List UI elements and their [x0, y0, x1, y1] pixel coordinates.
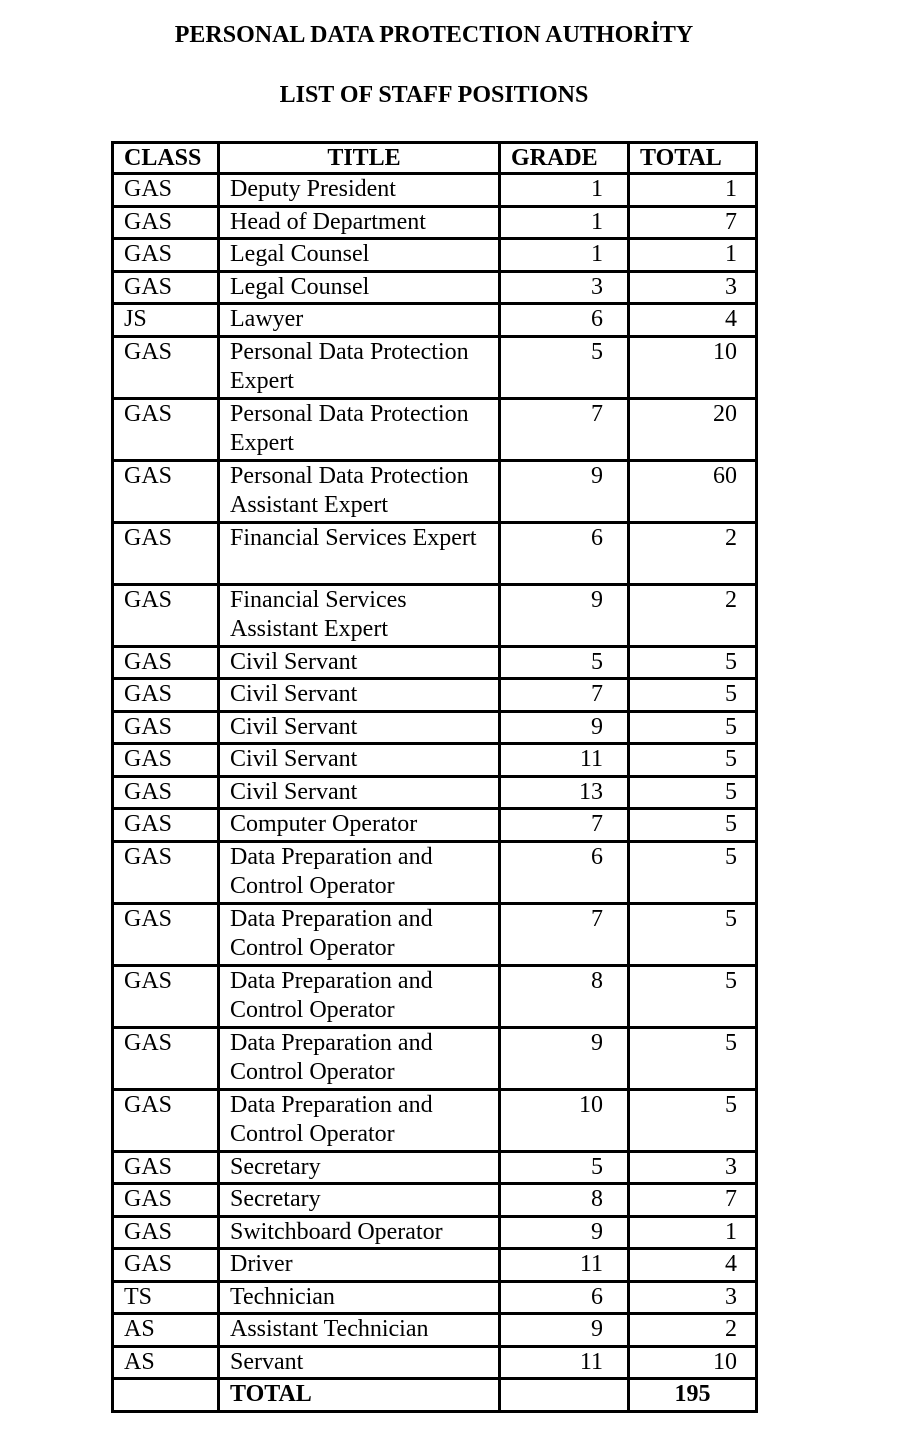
document-title: PERSONAL DATA PROTECTION AUTHORİTY — [174, 22, 694, 48]
title-cell: Driver — [219, 1249, 500, 1282]
table-row — [113, 679, 757, 712]
title-cell: Civil Servant — [219, 679, 500, 712]
total-cell: 5 — [629, 744, 757, 777]
grade-cell: 1 — [500, 239, 629, 272]
title-cell: Civil Servant — [219, 776, 500, 809]
class-cell: GAS — [113, 965, 219, 1027]
total-cell: 5 — [629, 1027, 757, 1089]
class-cell: GAS — [113, 1249, 219, 1282]
title-cell: Data Preparation and Control Operator — [219, 903, 500, 965]
title-cell: Data Preparation and Control Operator — [219, 1027, 500, 1089]
class-cell: GAS — [113, 1089, 219, 1151]
total-cell: 20 — [629, 398, 757, 460]
header-grade: GRADE — [500, 143, 629, 174]
title-cell: Lawyer — [219, 304, 500, 337]
header-title: TITLE — [219, 143, 500, 174]
class-cell: GAS — [113, 1216, 219, 1249]
class-cell: TS — [113, 1281, 219, 1314]
total-cell: 7 — [629, 1184, 757, 1217]
class-cell: GAS — [113, 1027, 219, 1089]
grade-cell: 1 — [500, 174, 629, 207]
title-cell: Civil Servant — [219, 711, 500, 744]
document-subtitle: LIST OF STAFF POSITIONS — [279, 82, 589, 108]
title-cell: Legal Counsel — [219, 271, 500, 304]
class-cell: GAS — [113, 206, 219, 239]
total-cell: 10 — [629, 1346, 757, 1379]
title-cell: Personal Data Protection Expert — [219, 336, 500, 398]
total-cell: 60 — [629, 460, 757, 522]
total-cell: 5 — [629, 903, 757, 965]
title-cell: Data Preparation and Control Operator — [219, 965, 500, 1027]
class-cell: GAS — [113, 1184, 219, 1217]
total-cell: 4 — [629, 1249, 757, 1282]
header-class: CLASS — [113, 143, 219, 174]
table-row — [113, 1346, 757, 1379]
total-cell: 10 — [629, 336, 757, 398]
table-row — [113, 174, 757, 207]
table-row — [113, 965, 757, 1027]
title-cell: Switchboard Operator — [219, 1216, 500, 1249]
table-row — [113, 711, 757, 744]
grade-cell: 6 — [500, 841, 629, 903]
table-row — [113, 304, 757, 337]
table-row — [113, 1216, 757, 1249]
grade-cell: 6 — [500, 304, 629, 337]
class-cell: GAS — [113, 809, 219, 842]
grade-cell: 5 — [500, 646, 629, 679]
grade-cell: 6 — [500, 1281, 629, 1314]
grade-cell: 7 — [500, 809, 629, 842]
grade-cell: 9 — [500, 1314, 629, 1347]
total-cell: 7 — [629, 206, 757, 239]
class-cell: GAS — [113, 398, 219, 460]
class-cell: GAS — [113, 1151, 219, 1184]
table-row — [113, 1314, 757, 1347]
total-cell: 5 — [629, 646, 757, 679]
table-row — [113, 744, 757, 777]
title-cell: Legal Counsel — [219, 239, 500, 272]
class-cell: GAS — [113, 271, 219, 304]
table-total-row — [113, 1379, 757, 1412]
table-row — [113, 584, 757, 646]
title-cell: Secretary — [219, 1151, 500, 1184]
total-label: TOTAL — [219, 1379, 500, 1412]
total-cell: 5 — [629, 841, 757, 903]
grade-cell: 10 — [500, 1089, 629, 1151]
grade-cell: 1 — [500, 206, 629, 239]
table-row — [113, 1281, 757, 1314]
grade-cell: 11 — [500, 1249, 629, 1282]
total-cell: 5 — [629, 679, 757, 712]
total-cell: 1 — [629, 239, 757, 272]
total-cell: 1 — [629, 174, 757, 207]
table-row — [113, 271, 757, 304]
grade-cell: 7 — [500, 679, 629, 712]
title-cell: Civil Servant — [219, 744, 500, 777]
title-cell: Deputy President — [219, 174, 500, 207]
grade-cell: 9 — [500, 711, 629, 744]
table-row — [113, 460, 757, 522]
grade-cell: 7 — [500, 903, 629, 965]
grade-cell: 9 — [500, 460, 629, 522]
total-cell: 3 — [629, 1281, 757, 1314]
total-cell: 2 — [629, 584, 757, 646]
title-cell: Servant — [219, 1346, 500, 1379]
grade-cell: 9 — [500, 1216, 629, 1249]
table-row — [113, 239, 757, 272]
grade-cell: 8 — [500, 1184, 629, 1217]
grand-total-value: 195 — [629, 1379, 757, 1412]
total-cell: 5 — [629, 809, 757, 842]
grade-cell: 8 — [500, 965, 629, 1027]
class-cell: GAS — [113, 336, 219, 398]
class-cell: GAS — [113, 584, 219, 646]
total-cell: 1 — [629, 1216, 757, 1249]
grade-cell: 9 — [500, 584, 629, 646]
total-class-cell — [113, 1379, 219, 1412]
total-cell: 5 — [629, 711, 757, 744]
grade-cell: 5 — [500, 336, 629, 398]
class-cell: GAS — [113, 679, 219, 712]
class-cell: GAS — [113, 903, 219, 965]
table-row — [113, 1151, 757, 1184]
grade-cell: 6 — [500, 522, 629, 584]
table-row — [113, 1089, 757, 1151]
class-cell: GAS — [113, 460, 219, 522]
class-cell: GAS — [113, 841, 219, 903]
table-row — [113, 809, 757, 842]
total-cell: 5 — [629, 965, 757, 1027]
grade-cell: 7 — [500, 398, 629, 460]
grade-cell: 11 — [500, 744, 629, 777]
grade-cell: 11 — [500, 1346, 629, 1379]
total-cell: 5 — [629, 776, 757, 809]
table-row — [113, 776, 757, 809]
staff-positions-table — [111, 141, 758, 1413]
total-cell: 3 — [629, 271, 757, 304]
class-cell: GAS — [113, 711, 219, 744]
total-cell: 2 — [629, 1314, 757, 1347]
table-row — [113, 646, 757, 679]
grade-cell: 9 — [500, 1027, 629, 1089]
class-cell: GAS — [113, 744, 219, 777]
class-cell: GAS — [113, 239, 219, 272]
title-cell: Data Preparation and Control Operator — [219, 1089, 500, 1151]
title-cell: Personal Data Protection Expert — [219, 398, 500, 460]
class-cell: GAS — [113, 776, 219, 809]
title-cell: Computer Operator — [219, 809, 500, 842]
table-row — [113, 398, 757, 460]
table-row — [113, 841, 757, 903]
class-cell: GAS — [113, 522, 219, 584]
table-row — [113, 336, 757, 398]
table-row — [113, 903, 757, 965]
table-row — [113, 1249, 757, 1282]
title-cell: Technician — [219, 1281, 500, 1314]
title-cell: Assistant Technician — [219, 1314, 500, 1347]
title-cell: Financial Services Assistant Expert — [219, 584, 500, 646]
class-cell: JS — [113, 304, 219, 337]
table-row — [113, 206, 757, 239]
title-cell: Secretary — [219, 1184, 500, 1217]
class-cell: GAS — [113, 646, 219, 679]
title-cell: Financial Services Expert — [219, 522, 500, 584]
title-cell: Data Preparation and Control Operator — [219, 841, 500, 903]
title-cell: Civil Servant — [219, 646, 500, 679]
grade-cell: 5 — [500, 1151, 629, 1184]
class-cell: AS — [113, 1314, 219, 1347]
header-total: TOTAL — [629, 143, 757, 174]
total-cell: 4 — [629, 304, 757, 337]
total-cell: 5 — [629, 1089, 757, 1151]
title-cell: Head of Department — [219, 206, 500, 239]
table-header-row — [113, 143, 757, 174]
table-row — [113, 1184, 757, 1217]
total-grade-cell — [500, 1379, 629, 1412]
table-row — [113, 1027, 757, 1089]
class-cell: GAS — [113, 174, 219, 207]
grade-cell: 13 — [500, 776, 629, 809]
class-cell: AS — [113, 1346, 219, 1379]
grade-cell: 3 — [500, 271, 629, 304]
total-cell: 3 — [629, 1151, 757, 1184]
title-cell: Personal Data Protection Assistant Expert — [219, 460, 500, 522]
table-row — [113, 522, 757, 584]
total-cell: 2 — [629, 522, 757, 584]
